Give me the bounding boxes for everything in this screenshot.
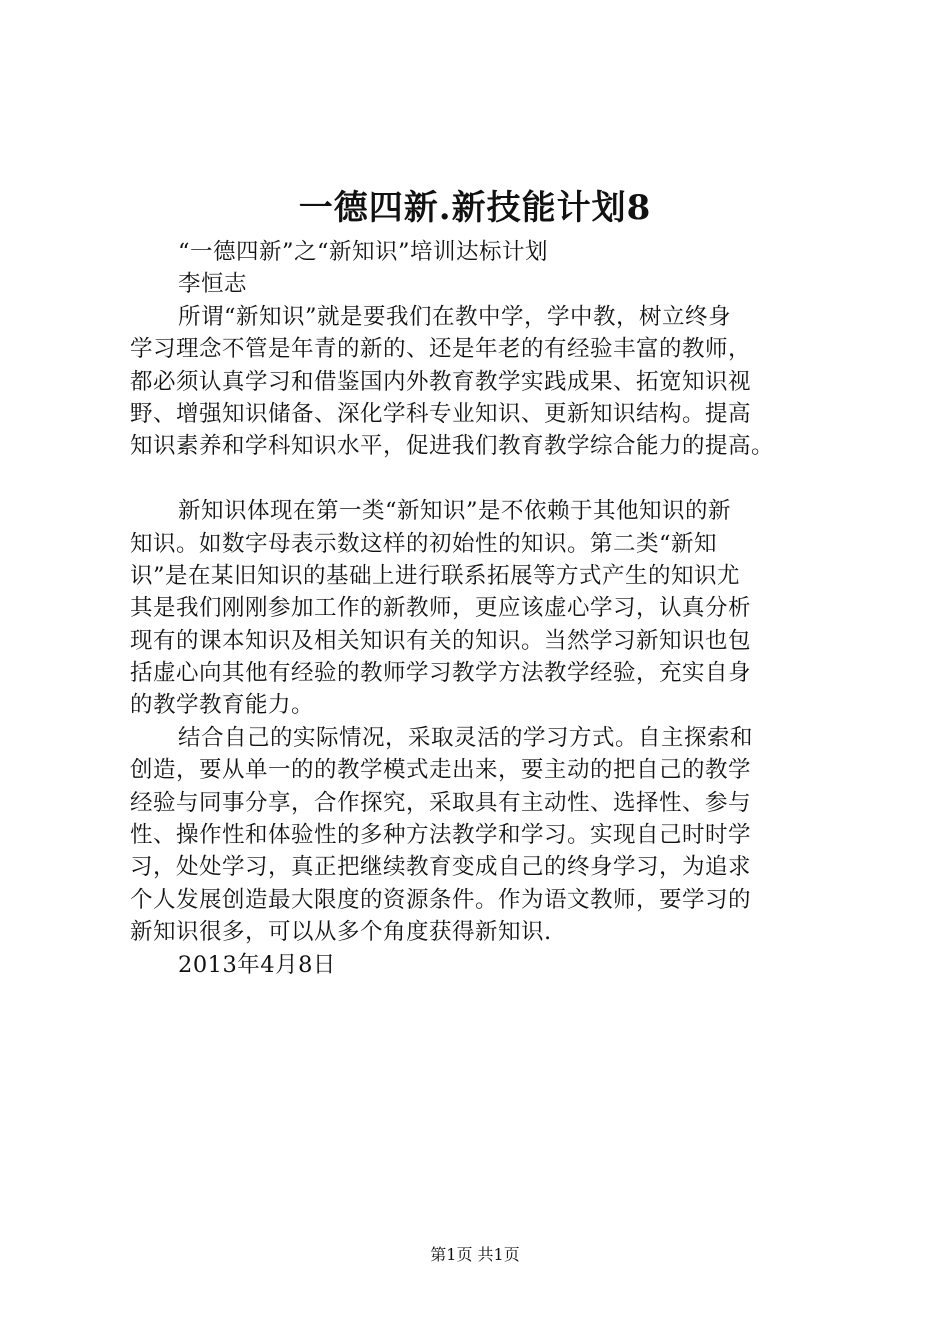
paragraph-line: 新知识很多，可以从多个角度获得新知识. <box>130 919 552 946</box>
paragraph-line: 括虚心向其他有经验的教师学习教学方法教学经验，充实自身 <box>130 660 752 687</box>
document-date: 2013年4月8日 <box>178 951 336 978</box>
paragraph-2 <box>130 495 842 722</box>
paragraph-line: 所谓“新知识”就是要我们在教中学，学中教，树立终身 <box>178 303 732 330</box>
paragraph-line: 知识素养和学科知识水平，促进我们教育教学综合能力的提高。 <box>130 433 775 460</box>
paragraph-line: 创造，要从单一的的教学模式走出来，要主动的把自己的教学 <box>130 757 752 784</box>
paragraph-line: 经验与同事分享，合作探究，采取具有主动性、选择性、参与 <box>130 789 752 816</box>
document-body <box>130 236 842 981</box>
paragraph-line: 都必须认真学习和借鉴国内外教育教学实践成果、拓宽知识视 <box>130 368 752 395</box>
author-name: 李恒志 <box>178 271 248 298</box>
paragraph-line: 野、增强知识储备、深化学科专业知识、更新知识结构。提高 <box>130 400 752 427</box>
document-title: 一德四新.新技能计划8 <box>298 188 652 228</box>
paragraph-line: 学习理念不管是年青的新的、还是年老的有经验丰富的教师， <box>130 336 752 363</box>
paragraph-line: 性、操作性和体验性的多种方法教学和学习。实现自己时时学 <box>130 822 752 849</box>
paragraph-line: 识”是在某旧知识的基础上进行联系拓展等方式产生的知识尤 <box>130 562 741 589</box>
subtitle: “一德四新”之“新知识”培训达标计划 <box>178 239 549 265</box>
paragraph-spacer <box>130 463 842 495</box>
paragraph-line: 习，处处学习，真正把继续教育变成自己的终身学习，为追求 <box>130 854 752 881</box>
paragraph-line: 新知识体现在第一类“新知识”是不依赖于其他知识的新 <box>178 498 732 525</box>
paragraph-line: 现有的课本知识及相关知识有关的知识。当然学习新知识也包 <box>130 627 752 654</box>
paragraph-line: 结合自己的实际情况，采取灵活的学习方式。自主探索和 <box>178 724 754 751</box>
paragraph-line: 其是我们刚刚参加工作的新教师，更应该虚心学习，认真分析 <box>130 595 752 622</box>
paragraph-line: 的教学教育能力。 <box>130 692 315 719</box>
paragraph-1 <box>130 301 842 463</box>
paragraph-line: 知识。如数字母表示数这样的初始性的知识。第二类“新知 <box>130 530 718 557</box>
paragraph-3 <box>130 722 842 949</box>
paragraph-line: 个人发展创造最大限度的资源条件。作为语文教师，要学习的 <box>130 886 752 913</box>
page-footer: 第1页 共1页 <box>430 1245 520 1264</box>
